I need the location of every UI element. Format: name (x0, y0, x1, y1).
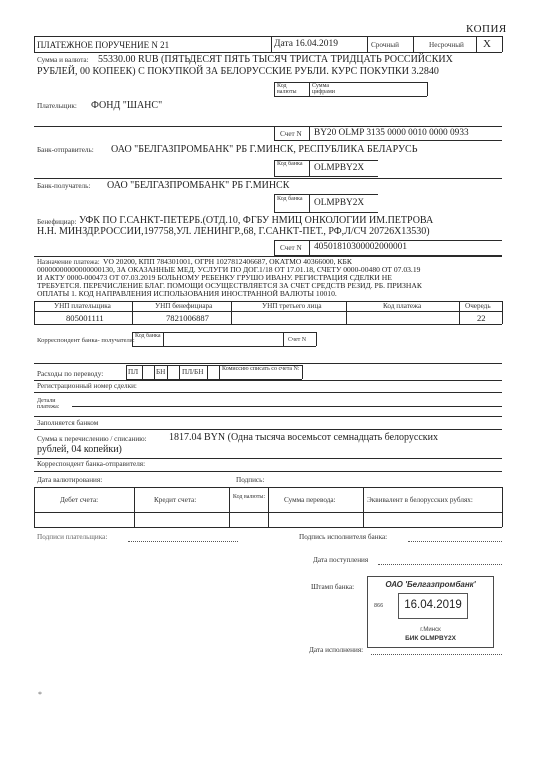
copy-mark: КОПИЯ (466, 23, 507, 35)
nonurgent-label: Несрочный (429, 41, 464, 49)
divider (154, 365, 155, 379)
payer-account-label: Счет N (280, 130, 302, 138)
beneficiary-unp: 7821006887 (166, 313, 209, 323)
amount-digits-label: Сумма цифрами (312, 83, 335, 96)
footer-asterisk: * (38, 690, 42, 699)
divider (363, 487, 364, 527)
rule (34, 324, 502, 325)
transfer-line-1: 1817.04 BYN (Одна тысяча восемьсот семнадцать белорусских (169, 432, 438, 443)
receiver-bank-code: OLMPBY2X (314, 198, 365, 208)
rule (34, 126, 502, 127)
divider (309, 82, 310, 96)
divider (316, 332, 317, 346)
receipt-date-line (378, 564, 502, 565)
rule (274, 176, 378, 177)
urgent-label: Срочный (371, 41, 399, 49)
divider (207, 365, 208, 379)
deal-registration-label: Регистрационный номер сделки: (37, 382, 137, 390)
rule (34, 380, 502, 381)
divider (231, 301, 232, 324)
purpose-line-5: ОПЛАТЫ 1. КОД НАПРАВЛЕНИЯ ИСПОЛЬЗОВАНИЯ ИНОСТРАННОЙ ВАЛЮТЫ 10010. (37, 289, 337, 298)
divider (367, 36, 368, 52)
amount-line-2: РУБЛЕЙ, 00 КОПЕЕК) С ПОКУПКОЙ ЗА БЕЛОРУССКИЕ РУБЛИ. КУРС ПОКУПКИ 3.2840 (37, 66, 439, 77)
transfer-label: Сумма к перечислению / списанию: (37, 435, 147, 443)
correspondent-code-label: Код банка (135, 333, 161, 339)
details-label: Детали платежа: (37, 398, 60, 411)
divider (274, 240, 275, 255)
receiver-bank-label: Банк-получатель: (37, 182, 91, 190)
beneficiary-label: Бенефициар: (37, 218, 77, 226)
bank-stamp (367, 576, 494, 648)
sender-bank-code-label: Код банка (277, 161, 303, 167)
expense-option-shared: ПЛ/БН (182, 368, 204, 376)
divider (219, 365, 220, 379)
nonurgent-check-mark: X (483, 38, 491, 50)
rule (34, 429, 502, 430)
commission-account-label: Комиссию списать со счета N: (222, 366, 300, 372)
correspondent-account-label: Счет N (288, 337, 307, 343)
receipt-date-label: Дата поступления (313, 556, 369, 564)
divider (142, 365, 143, 379)
divider (132, 332, 133, 346)
divider (34, 36, 35, 52)
sender-bank-label: Банк-отправитель: (37, 146, 94, 154)
amount-label: Сумма и валюта: (37, 56, 89, 64)
rule (34, 471, 502, 472)
purpose-line-2: 00000000000000000130, ЗА ОКАЗАННЫЕ МЕД. УСЛУГИ ПО ДОГ.1/18 ОТ 17.01.18, СЧЕТУ 0000-00480 ОТ 07.03.19 (37, 265, 421, 274)
divider (309, 194, 310, 212)
purpose-line-1: VO 20200, КПП 784301001, ОГРН 1027812406687, ОКАТМО 40366000, КБК (103, 257, 352, 266)
codes-header-beneficiary-unp: УНП бенефициара (155, 302, 213, 310)
document-title: ПЛАТЕЖНОЕ ПОРУЧЕНИЕ N 21 (37, 40, 170, 50)
divider (346, 301, 347, 324)
stamp-date-box (398, 593, 468, 619)
bank-stamp-label: Штамп банка: (311, 583, 355, 591)
divider (132, 301, 133, 324)
purpose-label: Назначение платежа: (37, 258, 100, 266)
codes-header-payment-code: Код платежа (383, 302, 422, 310)
divider (459, 301, 460, 324)
correspondent-label: Корреспондент банка- получателя: (37, 337, 135, 344)
rule (274, 140, 502, 141)
payer-account: BY20 OLMP 3135 0000 0010 0000 0933 (314, 128, 469, 138)
stamp-branch-number: 866 (374, 603, 384, 609)
value-date-signature-label: Подпись: (236, 476, 265, 484)
rule (34, 392, 502, 393)
payer-signature-line (128, 541, 238, 542)
divider (274, 126, 275, 140)
bank-table-currency-code: Код валюты: (232, 494, 266, 500)
divider (274, 82, 275, 96)
rule (34, 458, 502, 459)
filled-by-bank-label: Заполняется банком (37, 419, 99, 427)
divider (268, 487, 269, 527)
stamp-city: г.Минск (420, 627, 441, 633)
rule (34, 416, 502, 417)
divider (476, 36, 477, 52)
rule (34, 527, 502, 528)
divider (167, 365, 168, 379)
currency-code-label: Код валюты (277, 83, 297, 96)
payer-label: Плательщик: (37, 102, 77, 110)
divider (302, 365, 303, 379)
divider (309, 240, 310, 255)
executor-signature-label: Подпись исполнителя банка: (299, 533, 388, 541)
payer-name: ФОНД "ШАНС" (91, 100, 163, 111)
rule (274, 194, 378, 195)
divider (134, 487, 135, 527)
divider (163, 332, 164, 346)
divider (309, 126, 310, 140)
expense-option-beneficiary: БН (156, 368, 166, 376)
codes-header-third-party-unp: УНП третьего лица (262, 302, 322, 310)
beneficiary-line-2: Н.Н. МИНЗДР.РОССИИ,197758,УЛ. ЛЕНИНГР.,68, Г.САНКТ-ПЕТ., РФ,Л/СЧ 20726Х13530) (37, 226, 430, 237)
stamp-bank-name: ОАО 'Белгазпромбанк' (385, 580, 476, 589)
divider (179, 365, 180, 379)
sender-bank-code: OLMPBY2X (314, 163, 365, 173)
payer-signatures-label: Подписи плательщика: (37, 533, 108, 541)
bank-table-debit: Дебет счета: (60, 496, 99, 504)
sender-bank-name: ОАО "БЕЛГАЗПРОМБАНК" РБ Г.МИНСК, РЕСПУБЛИКА БЕЛАРУСЬ (111, 144, 418, 155)
divider (274, 194, 275, 212)
divider (126, 365, 127, 379)
divider (229, 487, 230, 527)
receiver-bank-name: ОАО "БЕЛГАЗПРОМБАНК" РБ Г.МИНСК (107, 180, 290, 191)
rule (34, 178, 502, 179)
purpose-line-3: И АКТУ 0000-000473 ОТ 07.03.2019 БОЛЬНОМУ РЕБЕНКУ ГРУШО ИВАНУ. РЕГИСТРАЦИЯ СДЕЛКИ НЕ (37, 273, 392, 282)
rule (274, 212, 378, 213)
purpose-line-4: ТРЕБУЕТСЯ. ПЕРЕЧИСЛЕНИЕ БЛАГ. ПОМОЩИ ОСУЩЕСТВЛЯЕТСЯ ЗА СЧЕТ СРЕДСТВ РЕЗИД. РБ. ПРИЗНАК (37, 281, 422, 290)
divider (502, 36, 503, 52)
expenses-label: Расходы по переводу: (37, 370, 104, 378)
rule (72, 406, 502, 407)
divider (34, 487, 35, 527)
divider (427, 82, 428, 96)
divider (271, 36, 272, 52)
rule (34, 52, 502, 53)
expense-option-payer: ПЛ (128, 368, 139, 376)
rule (274, 96, 427, 97)
executor-signature-line (408, 541, 502, 542)
divider (413, 36, 414, 52)
divider (502, 301, 503, 324)
beneficiary-line-1: УФК ПО Г.САНКТ-ПЕТЕРБ.(ОТД.10, ФГБУ НМИЦ ОНКОЛОГИИ ИМ.ПЕТРОВА (79, 215, 434, 226)
divider (309, 160, 310, 176)
receiver-bank-code-label: Код банка (277, 196, 303, 202)
execution-date-label: Дата исполнения: (309, 646, 364, 654)
codes-header-queue: Очередь (465, 302, 491, 310)
sender-correspondent-label: Корреспондент банка-отправителя: (37, 460, 146, 468)
rule (132, 346, 316, 347)
divider (274, 160, 275, 176)
payer-unp: 805001111 (66, 313, 104, 323)
value-date-label: Дата валютирования: (37, 476, 103, 484)
divider (283, 332, 284, 346)
beneficiary-account-label: Счет N (280, 244, 302, 252)
rule (34, 311, 502, 312)
execution-date-line (371, 654, 502, 655)
amount-line-1: 55330.00 RUB (ПЯТЬДЕСЯТ ПЯТЬ ТЫСЯЧ ТРИСТА ТРИДЦАТЬ РОССИЙСКИХ (98, 54, 453, 65)
divider (502, 487, 503, 527)
stamp-bic: БИК OLMPBY2X (405, 635, 456, 642)
document-date: Дата 16.04.2019 (274, 39, 339, 49)
rule (34, 363, 502, 364)
divider (34, 301, 35, 324)
beneficiary-account: 40501810300002000001 (314, 242, 407, 252)
stamp-date: 16.04.2019 (404, 599, 462, 611)
transfer-line-2: рублей, 04 копейки) (37, 444, 122, 455)
rule (34, 36, 502, 37)
queue-value: 22 (477, 313, 486, 323)
bank-table-transfer-amount: Сумма перевода: (284, 496, 336, 504)
bank-table-credit: Кредит счета: (154, 496, 197, 504)
codes-header-payer-unp: УНП плательщика (54, 302, 111, 310)
bank-table-byn-equivalent: Эквивалент в белорусских рублях: (367, 496, 473, 504)
